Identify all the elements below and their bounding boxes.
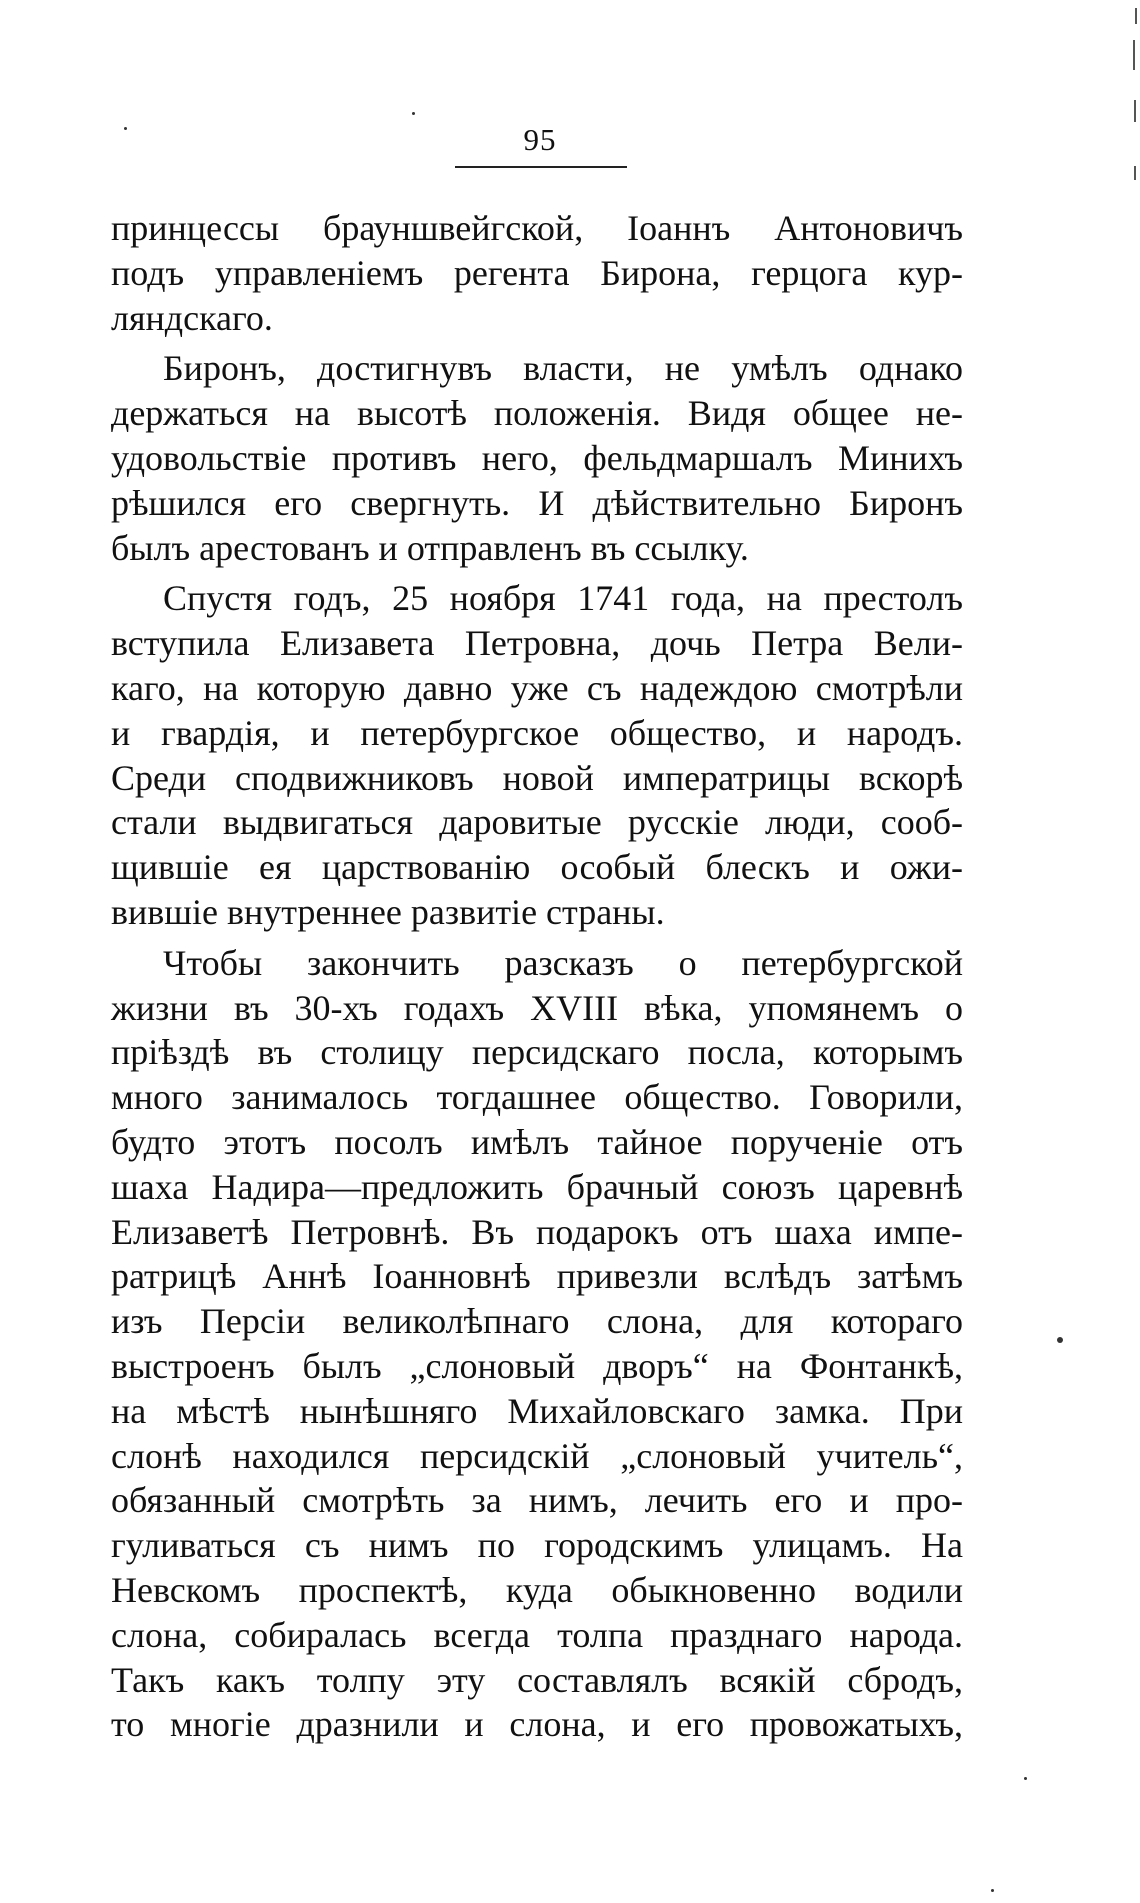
- text-line: будто этотъ посолъ имѣлъ тайное порученіе отъ: [111, 1121, 963, 1162]
- scan-speck: [1057, 1337, 1063, 1343]
- scan-speck: [412, 112, 415, 115]
- paragraph: [111, 206, 963, 340]
- text-line: ляндскаго.: [111, 297, 273, 338]
- text-line: вступила Елизавета Петровна, дочь Петра Вели-: [111, 623, 963, 664]
- scan-edge-mark: [1134, 100, 1136, 122]
- paragraph: [111, 346, 963, 570]
- text-line: щившіе ея царствованію особый блескъ и ожи-: [111, 847, 963, 888]
- text-line: рѣшился его свергнуть. И дѣйствительно Биронъ: [111, 482, 963, 523]
- scan-edge-mark: [1133, 40, 1135, 70]
- text-line: Елизаветѣ Петровнѣ. Въ подарокъ отъ шаха импе-: [111, 1211, 963, 1252]
- text-line: слона, собиралась всегда толпа празднаго народа.: [111, 1614, 963, 1655]
- scan-speck: [124, 127, 127, 130]
- text-line: гуливаться съ нимъ по городскимъ улицамъ. На: [111, 1525, 963, 1566]
- text-line: былъ арестованъ и отправленъ въ ссылку.: [111, 527, 749, 568]
- page-number-rule: [455, 166, 627, 168]
- text-line: на мѣстѣ нынѣшняго Михайловскаго замка. При: [111, 1390, 963, 1431]
- scan-edge-mark: [1135, 8, 1137, 24]
- text-line: стали выдвигаться даровитые русскіе люди, сооб-: [111, 802, 963, 843]
- text-line: каго, на которую давно уже съ надеждою смотрѣли: [111, 667, 963, 708]
- text-line: жизни въ 30-хъ годахъ XVIII вѣка, упомянемъ о: [111, 987, 963, 1028]
- body-text: [111, 206, 963, 1747]
- text-line: обязанный смотрѣть за нимъ, лечить его и про-: [111, 1480, 963, 1521]
- text-line: вившіе внутреннее развитіе страны.: [111, 891, 665, 932]
- text-line: держаться на высотѣ положенія. Видя общее не-: [111, 393, 963, 434]
- text-line: и гвардія, и петербургское общество, и народъ.: [111, 712, 963, 753]
- text-line: выстроенъ былъ „слоновый дворъ“ на Фонтанкѣ,: [111, 1345, 963, 1386]
- text-line: пріѣздѣ въ столицу персидскаго посла, которымъ: [111, 1032, 963, 1073]
- text-line: то многіе дразнили и слона, и его провожатыхъ,: [111, 1704, 963, 1745]
- text-line: Спустя годъ, 25 ноября 1741 года, на престолъ: [163, 578, 963, 619]
- text-line: удовольствіе противъ него, фельдмаршалъ Минихъ: [111, 437, 963, 478]
- text-line: слонѣ находился персидскій „слоновый учитель“,: [111, 1435, 963, 1476]
- text-line: Биронъ, достигнувъ власти, не умѣлъ однако: [163, 348, 963, 389]
- scan-speck: [991, 1889, 994, 1892]
- text-line: Чтобы закончить разсказъ о петербургской: [163, 942, 963, 983]
- text-line: Такъ какъ толпу эту составлялъ всякій сбродъ,: [111, 1659, 963, 1700]
- text-line: ратрицѣ Аннѣ Іоанновнѣ привезли вслѣдъ затѣмъ: [111, 1256, 963, 1297]
- text-line: шаха Надира—предложить брачный союзъ царевнѣ: [111, 1166, 963, 1207]
- text-line: Среди сподвижниковъ новой императрицы вскорѣ: [111, 757, 963, 798]
- paragraph: [111, 941, 963, 1747]
- text-line: изъ Персіи великолѣпнаго слона, для котораго: [111, 1301, 963, 1342]
- text-line: подъ управленіемъ регента Бирона, герцога кур-: [111, 252, 963, 293]
- text-line: Невскомъ проспектѣ, куда обыкновенно водили: [111, 1569, 963, 1610]
- paragraph: [111, 576, 963, 934]
- page-number: 95: [523, 122, 557, 157]
- text-line: принцессы брауншвейгской, Іоаннъ Антоновичъ: [111, 208, 963, 248]
- scan-edge-mark: [1134, 166, 1136, 180]
- scan-speck: [1024, 1777, 1027, 1780]
- text-line: много занималось тогдашнее общество. Говорили,: [111, 1077, 963, 1118]
